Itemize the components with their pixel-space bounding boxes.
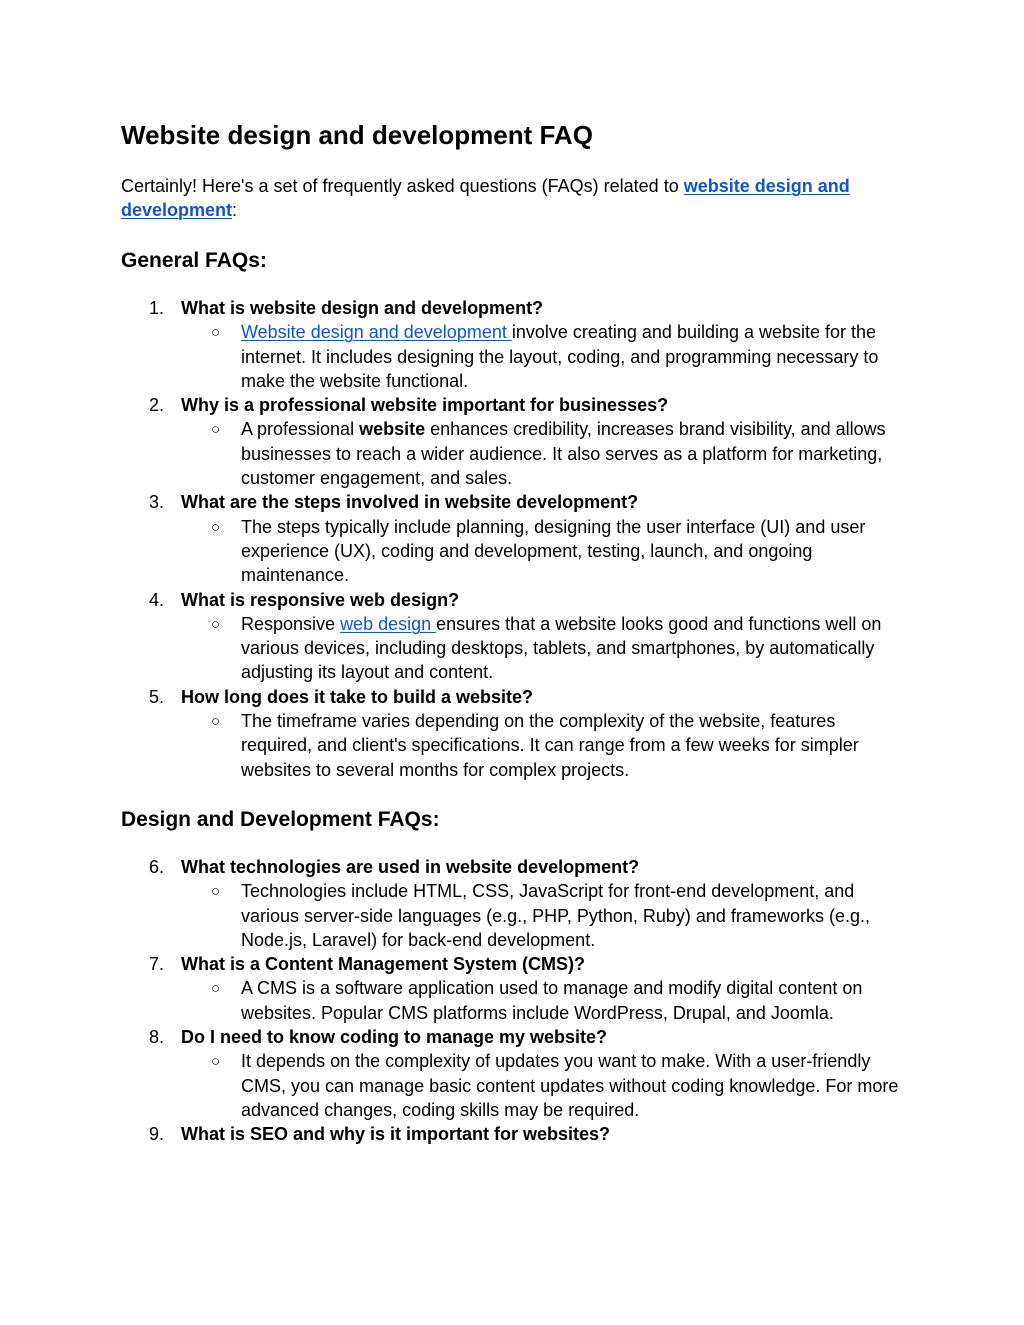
- faq-number: 6.: [149, 857, 165, 877]
- answer-link-website-design[interactable]: Website design and development: [241, 322, 512, 343]
- faq-answer: [211, 976, 901, 1025]
- intro-link-website-design[interactable]: website design and development: [121, 176, 850, 221]
- bullet-icon: ○: [211, 883, 221, 901]
- answer-text: ensures that a website looks good and functions well on various devices, including desktops, tablets, and smartphones, by automatically adjusting its layout and content.: [241, 613, 882, 683]
- faq-question: What is a Content Management System (CMS)?: [181, 954, 586, 975]
- bullet-icon: ○: [211, 1053, 221, 1071]
- section-heading-general: General FAQs:: [121, 249, 267, 272]
- section-heading-design-development: Design and Development FAQs:: [121, 808, 440, 831]
- faq-item: [121, 588, 911, 685]
- answer-text: A professional: [241, 419, 360, 440]
- faq-answer: [211, 1049, 901, 1122]
- answer-text: A CMS is a software application used to manage and modify digital content on websites. Popular CMS platforms include WordPress, Drupal, and Joomla.: [241, 978, 863, 1023]
- answer-bold-term: website: [359, 419, 426, 440]
- intro-paragraph: [121, 174, 901, 223]
- faq-question: What are the steps involved in website development?: [181, 492, 639, 513]
- faq-item: [121, 1025, 911, 1122]
- answer-link-web-design[interactable]: web design: [340, 613, 437, 634]
- faq-item: [121, 393, 911, 490]
- faq-number: 7.: [149, 954, 165, 975]
- answer-text: enhances credibility, increases brand visibility, and allows businesses to reach a wider audience. It also serves as a platform for marketing, customer engagement, and sales.: [241, 419, 886, 489]
- faq-answer: [211, 515, 901, 588]
- faq-answer: [211, 612, 901, 685]
- intro-colon: :: [232, 200, 238, 221]
- faq-item: [121, 952, 911, 1025]
- faq-answer: [211, 417, 901, 490]
- bullet-icon: ○: [211, 421, 221, 439]
- faq-number: 4.: [149, 589, 165, 610]
- answer-text: involve creating and building a website for the internet. It includes designing the layout, coding, and programming necessary to make the website functional.: [241, 322, 879, 391]
- faq-question: What is website design and development?: [181, 298, 544, 318]
- faq-item: [121, 1122, 911, 1146]
- bullet-icon: ○: [211, 980, 221, 998]
- faq-answer: [211, 320, 901, 393]
- answer-text: The timeframe varies depending on the complexity of the website, features required, and client's specifications. It can range from a few weeks for simpler websites to several months for complex projects.: [241, 711, 859, 780]
- faq-number: 5.: [149, 686, 165, 707]
- bullet-icon: ○: [211, 615, 221, 633]
- faq-item: [121, 296, 911, 393]
- faq-question: Do I need to know coding to manage my website?: [181, 1027, 608, 1048]
- bullet-icon: ○: [211, 713, 221, 731]
- faq-question: What is responsive web design?: [181, 589, 460, 610]
- faq-question: Why is a professional website important for businesses?: [181, 395, 669, 416]
- faq-number: 2.: [149, 395, 165, 416]
- answer-text: Responsive: [241, 613, 341, 634]
- faq-answer: [211, 879, 901, 952]
- faq-item: [121, 685, 911, 782]
- faq-number: 8.: [149, 1027, 165, 1048]
- faq-question: What is SEO and why is it important for websites?: [181, 1124, 611, 1145]
- faq-answer: [211, 709, 901, 782]
- document-title: Website design and development FAQ: [121, 120, 593, 150]
- faq-number: 3.: [149, 492, 165, 513]
- faq-number: 9.: [149, 1124, 165, 1145]
- answer-text: Technologies include HTML, CSS, JavaScript for front-end development, and various server-side languages (e.g., PHP, Python, Ruby) and frameworks (e.g., Node.js, Laravel) for back-end development.: [241, 881, 870, 950]
- answer-text: It depends on the complexity of updates you want to make. With a user-friendly CMS, you can manage basic content updates without coding knowledge. For more advanced changes, coding skills may be required.: [241, 1051, 899, 1120]
- bullet-icon: ○: [211, 518, 221, 536]
- faq-list-general: [121, 296, 911, 782]
- faq-number: 1.: [149, 298, 165, 318]
- intro-text: Certainly! Here's a set of frequently asked questions (FAQs) related to: [121, 176, 684, 196]
- faq-question: How long does it take to build a website?: [181, 686, 534, 707]
- faq-question: What technologies are used in website development?: [181, 857, 640, 877]
- answer-text: The steps typically include planning, designing the user interface (UI) and user experience (UX), coding and development, testing, launch, and ongoing maintenance.: [241, 516, 866, 586]
- faq-list-design-development: [121, 855, 911, 1147]
- faq-item: [121, 490, 911, 587]
- faq-item: [121, 855, 911, 952]
- bullet-icon: ○: [211, 324, 221, 342]
